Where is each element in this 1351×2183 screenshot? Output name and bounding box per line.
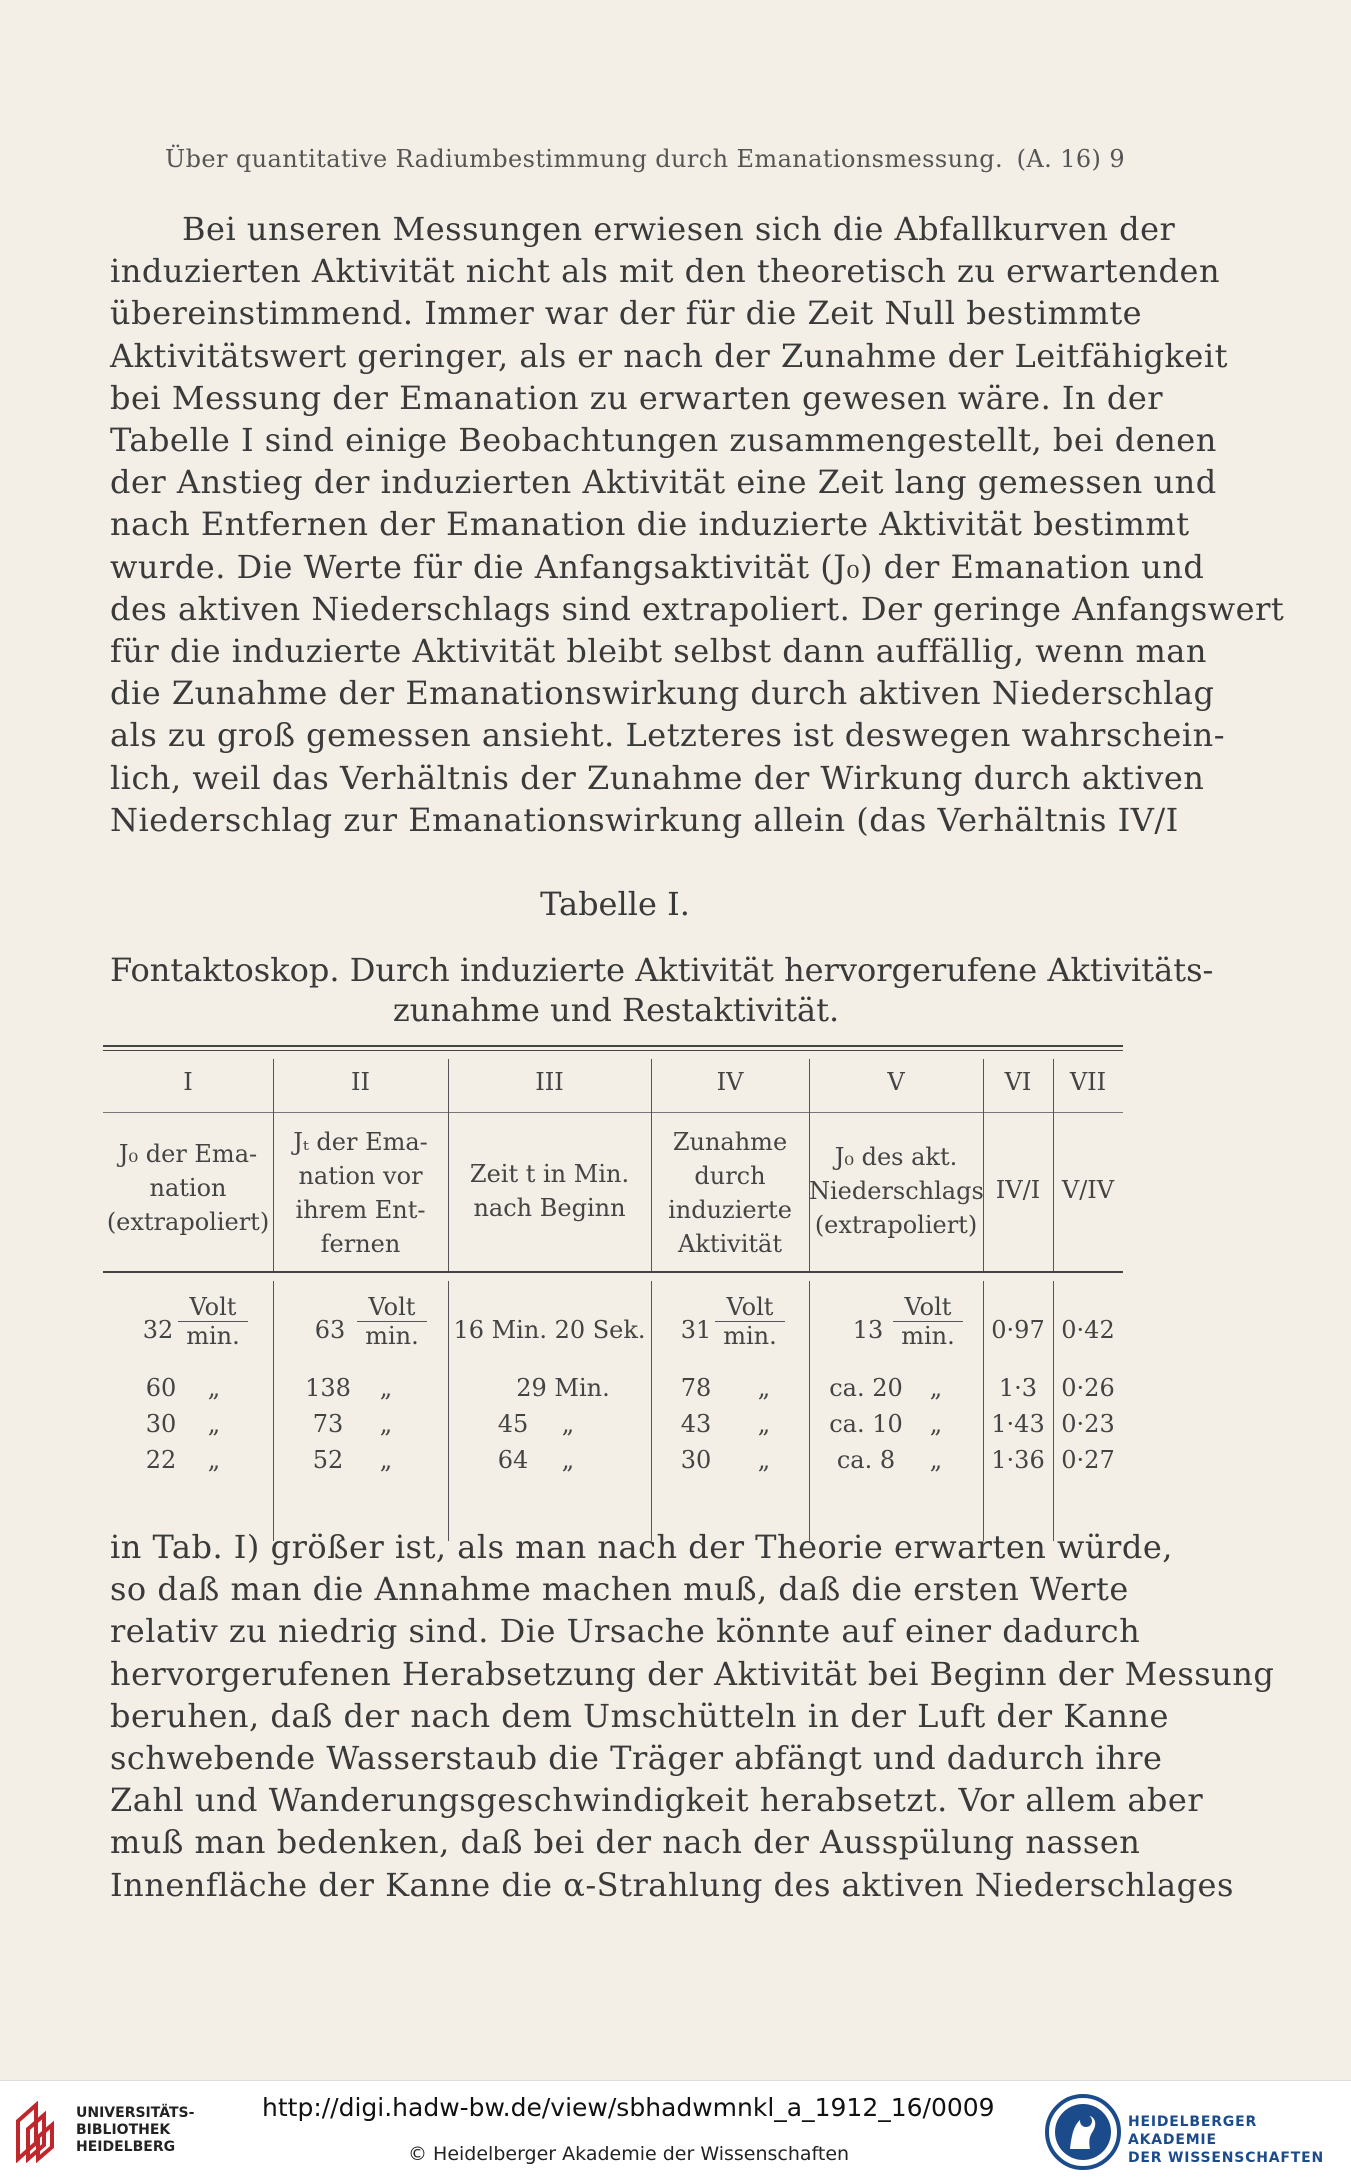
column-number: V bbox=[887, 1068, 905, 1096]
table-cell: 30 bbox=[680, 1446, 712, 1474]
text-line: Niederschlag zur Emanationswirkung allein (das Verhältnis IV/I bbox=[110, 800, 1179, 839]
caption-line: zunahme und Restaktivität. bbox=[392, 991, 840, 1029]
column-header-line: ihrem Ent- bbox=[295, 1196, 426, 1224]
unit-denominator: min. bbox=[186, 1322, 240, 1350]
text-line: nach Entfernen der Emanation die induzierte Aktivität bestimmt bbox=[110, 505, 1190, 544]
column-header-line: induzierte bbox=[668, 1196, 792, 1224]
table-cell: 43 bbox=[680, 1410, 712, 1438]
unit-fraction bbox=[178, 1293, 248, 1350]
table-title: Tabelle I. bbox=[540, 885, 690, 923]
table-cell: „ bbox=[561, 1446, 575, 1474]
text-line: Innenfläche der Kanne die α-Strahlung des aktiven Niederschlages bbox=[110, 1865, 1234, 1904]
text-line: Tabelle I sind einige Beobachtungen zusammengestellt, bei denen bbox=[110, 421, 1217, 460]
column-header-line: J₀ des akt. bbox=[834, 1143, 958, 1171]
column-number: III bbox=[535, 1068, 564, 1096]
unit-denominator: min. bbox=[365, 1322, 419, 1350]
column-header-line: Niederschlags bbox=[809, 1177, 984, 1205]
table-cell: 60 bbox=[145, 1374, 177, 1402]
unit-numerator: Volt bbox=[893, 1293, 963, 1322]
column-number: IV bbox=[716, 1068, 744, 1096]
table-cell: 0·23 bbox=[1061, 1410, 1115, 1438]
text-line: der Anstieg der induzierten Aktivität eine Zeit lang gemessen und bbox=[110, 463, 1217, 502]
table-cell: „ bbox=[379, 1446, 393, 1474]
library-line: UNIVERSITÄTS- bbox=[76, 2105, 195, 2121]
column-header-line: (extrapoliert) bbox=[106, 1208, 270, 1236]
table-cell: 1·43 bbox=[991, 1410, 1045, 1438]
text-line: Aktivitätswert geringer, als er nach der Zunahme der Leitfähigkeit bbox=[110, 336, 1228, 375]
table-cell: „ bbox=[757, 1374, 771, 1402]
university-library-logo-icon bbox=[14, 2101, 64, 2163]
table-cell: 32 bbox=[142, 1316, 174, 1344]
table-cell: „ bbox=[929, 1374, 943, 1402]
text-line: bei Messung der Emanation zu erwarten gewesen wäre. In der bbox=[110, 378, 1164, 417]
column-number: VII bbox=[1069, 1068, 1107, 1096]
table-cell: 0·42 bbox=[1061, 1316, 1115, 1344]
table-cell: „ bbox=[757, 1410, 771, 1438]
table-cell: ca. 8 bbox=[836, 1446, 896, 1474]
column-header-line: nation vor bbox=[298, 1162, 423, 1190]
table-cell: 78 bbox=[680, 1374, 712, 1402]
unit-denominator: min. bbox=[723, 1322, 777, 1350]
table-cell: „ bbox=[929, 1446, 943, 1474]
table-cell: „ bbox=[561, 1410, 575, 1438]
unit-numerator: Volt bbox=[178, 1293, 248, 1322]
column-number: II bbox=[351, 1068, 370, 1096]
table-cell: „ bbox=[379, 1374, 393, 1402]
column-number: VI bbox=[1004, 1068, 1032, 1096]
academy-line: HEIDELBERGER AKADEMIE bbox=[1128, 2114, 1258, 2148]
table-top-rule bbox=[103, 1045, 1123, 1047]
text-line: so daß man die Annahme machen muß, daß die ersten Werte bbox=[110, 1570, 1129, 1609]
library-line: BIBLIOTHEK bbox=[76, 2122, 171, 2138]
table-cell: 1·3 bbox=[998, 1374, 1038, 1402]
column-header-line: nation bbox=[149, 1174, 227, 1202]
unit-numerator: Volt bbox=[715, 1293, 785, 1322]
unit-fraction bbox=[893, 1293, 963, 1350]
column-header-line: Zeit t in Min. bbox=[469, 1160, 630, 1188]
table-cell: 16 Min. 20 Sek. bbox=[453, 1316, 646, 1344]
header-bottom-rule bbox=[103, 1271, 1123, 1273]
column-number: I bbox=[183, 1068, 193, 1096]
table-cell: 52 bbox=[312, 1446, 344, 1474]
unit-denominator: min. bbox=[901, 1322, 955, 1350]
text-line: lich, weil das Verhältnis der Zunahme der Wirkung durch aktiven bbox=[110, 758, 1205, 797]
text-line: als zu groß gemessen ansieht. Letzteres ist deswegen wahrschein- bbox=[110, 716, 1226, 755]
text-line: relativ zu niedrig sind. Die Ursache könnte auf einer dadurch bbox=[110, 1612, 1141, 1651]
table-cell: „ bbox=[929, 1410, 943, 1438]
table-cell: 0·97 bbox=[991, 1316, 1045, 1344]
text-line: für die induzierte Aktivität bleibt selbst dann auffällig, wenn man bbox=[110, 632, 1207, 671]
table-caption bbox=[110, 950, 1214, 1030]
unit-numerator: Volt bbox=[357, 1293, 427, 1322]
table-cell: 31 bbox=[680, 1316, 712, 1344]
table-cell: 1·36 bbox=[991, 1446, 1045, 1474]
section-page-ref: (A. 16) 9 bbox=[1016, 145, 1125, 173]
table-cell: „ bbox=[379, 1410, 393, 1438]
column-header-line: (extrapoliert) bbox=[814, 1211, 978, 1239]
column-header-line: V/IV bbox=[1061, 1176, 1115, 1204]
column-header-line: durch bbox=[694, 1162, 766, 1190]
table-cell: ca. 20 bbox=[829, 1374, 903, 1402]
table-cell: „ bbox=[207, 1410, 221, 1438]
text-line: hervorgerufenen Herabsetzung der Aktivität bei Beginn der Messung bbox=[110, 1654, 1275, 1693]
table-cell: 64 bbox=[497, 1446, 529, 1474]
column-header-line: IV/I bbox=[995, 1176, 1041, 1204]
table-cell: 30 bbox=[145, 1410, 177, 1438]
table-cell: 22 bbox=[145, 1446, 177, 1474]
header-rule bbox=[103, 1112, 1123, 1113]
text-line: Bei unseren Messungen erwiesen sich die Abfallkurven der bbox=[182, 210, 1176, 248]
text-line: muß man bedenken, daß bei der nach der Ausspülung nassen bbox=[110, 1823, 1141, 1862]
table-cell: „ bbox=[757, 1446, 771, 1474]
text-line: übereinstimmend. Immer war der für die Zeit Null bestimmte bbox=[110, 294, 1143, 333]
table-cell: 0·26 bbox=[1061, 1374, 1115, 1402]
caption-line: Fontaktoskop. Durch induzierte Aktivität hervorgerufene Aktivitäts- bbox=[110, 951, 1214, 989]
running-head bbox=[165, 145, 1125, 173]
table-cell: ca. 10 bbox=[829, 1410, 903, 1438]
running-title: Über quantitative Radiumbestimmung durch Emanationsmessung. bbox=[165, 145, 1004, 173]
academy-seal-icon bbox=[1044, 2093, 1122, 2171]
column-header-line: Jₜ der Ema- bbox=[293, 1128, 428, 1156]
column-divider bbox=[651, 1281, 652, 1541]
table-cell: 0·27 bbox=[1061, 1446, 1115, 1474]
academy-name bbox=[1128, 2113, 1351, 2167]
paragraph-2 bbox=[110, 1526, 1275, 1906]
table-cell: 29 Min. bbox=[516, 1374, 610, 1402]
library-line: HEIDELBERG bbox=[76, 2139, 176, 2155]
table-cell: 45 bbox=[497, 1410, 529, 1438]
permalink-url[interactable]: http://digi.hadw-bw.de/view/sbhadwmnkl_a_1912_16/0009 bbox=[262, 2093, 995, 2122]
table-cell: „ bbox=[207, 1446, 221, 1474]
text-line: wurde. Die Werte für die Anfangsaktivität (J₀) der Emanation und bbox=[110, 547, 1205, 586]
text-line: des aktiven Niederschlags sind extrapoliert. Der geringe Anfangswert bbox=[110, 589, 1285, 628]
unit-fraction bbox=[357, 1293, 427, 1350]
text-line: die Zunahme der Emanationswirkung durch aktiven Niederschlag bbox=[110, 674, 1215, 713]
text-line: in Tab. I) größer ist, als man nach der Theorie erwarten würde, bbox=[110, 1528, 1173, 1566]
column-header-line: nach Beginn bbox=[473, 1194, 626, 1222]
column-divider bbox=[809, 1281, 810, 1541]
table-cell: „ bbox=[207, 1374, 221, 1402]
unit-fraction bbox=[715, 1293, 785, 1350]
academy-line: DER WISSENSCHAFTEN bbox=[1128, 2150, 1325, 2166]
text-line: Zahl und Wanderungsgeschwindigkeit herabsetzt. Vor allem aber bbox=[110, 1781, 1204, 1820]
column-header-line: Zunahme bbox=[672, 1128, 788, 1156]
text-line: induzierten Aktivität nicht als mit den theoretisch zu erwartenden bbox=[110, 252, 1221, 291]
column-header-line: J₀ der Ema- bbox=[118, 1140, 258, 1168]
table-cell: 138 bbox=[305, 1374, 351, 1402]
table-cell: 63 bbox=[314, 1316, 346, 1344]
column-divider bbox=[273, 1281, 274, 1541]
paragraph-1 bbox=[110, 208, 1285, 841]
table-cell: 13 bbox=[852, 1316, 884, 1344]
copyright-notice: © Heidelberger Akademie der Wissenschaften bbox=[408, 2143, 850, 2165]
text-line: schwebende Wasserstaub die Träger abfängt und dadurch ihre bbox=[110, 1739, 1163, 1778]
column-header-line: fernen bbox=[320, 1230, 401, 1258]
footer-bar bbox=[0, 2080, 1351, 2183]
column-header-line: Aktivität bbox=[677, 1230, 783, 1258]
table-cell: 73 bbox=[312, 1410, 344, 1438]
text-line: beruhen, daß der nach dem Umschütteln in der Luft der Kanne bbox=[110, 1696, 1169, 1735]
table-top-rule bbox=[103, 1050, 1123, 1051]
library-name bbox=[76, 2105, 194, 2156]
